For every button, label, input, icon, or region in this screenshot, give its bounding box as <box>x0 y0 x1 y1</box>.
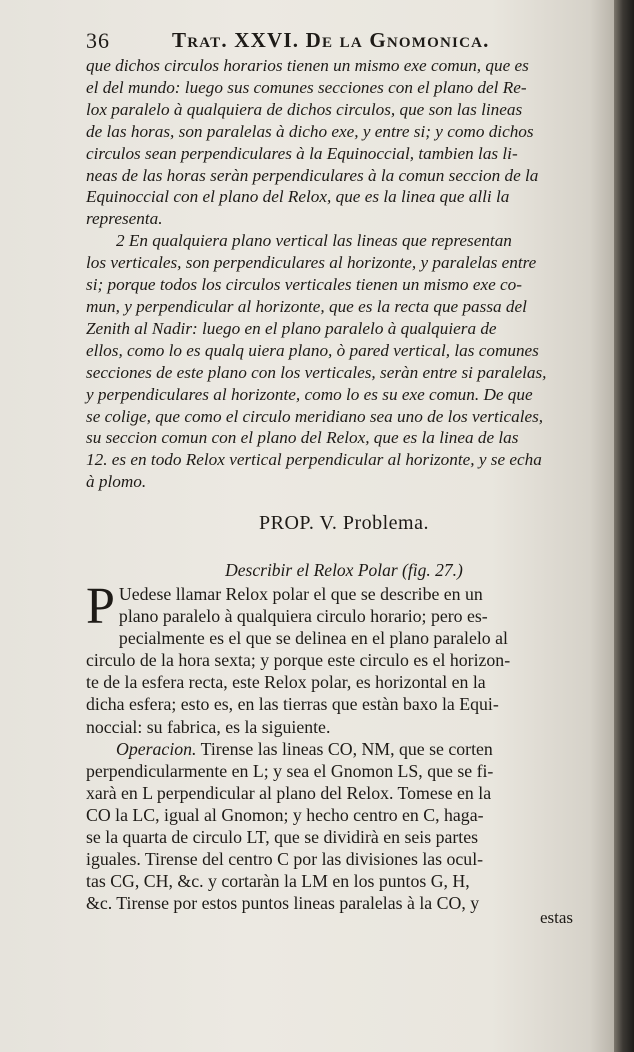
text-line: se la quarta de circulo LT, que se dividirà en seis partes <box>86 827 479 848</box>
text-line: circulo de la hora sexta; y porque este circulo es el horizon- <box>86 650 511 671</box>
text-line: te de la esfera recta, este Relox polar, es horizontal en la <box>86 672 486 693</box>
text-line: Equinoccial con el plano del Relox, que es la linea que alli la <box>86 187 510 207</box>
text-line <box>86 738 602 760</box>
text-line: à plomo. <box>86 472 147 492</box>
text-line: se colige, que como el circulo meridiano sea uno de los verticales, <box>86 406 544 426</box>
text-line: circulos sean perpendiculares à la Equinoccial, tambien las li- <box>86 143 518 163</box>
text-fragment: Tirense las lineas CO, NM, que se corten <box>196 738 493 759</box>
book-edge <box>614 0 634 1052</box>
running-title: Trat. XXVI. De la Gnomonica. <box>172 28 490 52</box>
text-line: el del mundo: luego sus comunes secciones con el plano del Re- <box>86 77 527 97</box>
text-line: Zenith al Nadir: luego en el plano paralelo à qualquiera de <box>86 318 497 338</box>
catchword: estas <box>540 908 574 927</box>
text-line: perpendicularmente en L; y sea el Gnomon LS, que se fi- <box>86 760 494 781</box>
page-number: 36 <box>86 28 110 53</box>
text-line: su seccion comun con el plano del Relox, que es la linea de las <box>86 428 519 448</box>
text-line: iguales. Tirense del centro C por las divisiones las ocul- <box>86 849 484 870</box>
text-line: CO la LC, igual al Gnomon; y hecho centro en C, haga- <box>86 804 484 825</box>
text-line: xarà en L perpendicular al plano del Relox. Tomese en la <box>86 782 492 803</box>
text-line: &c. Tirense por estos puntos lineas paralelas à la CO, y <box>86 893 480 914</box>
running-header <box>86 26 602 56</box>
text-line: neas de las horas seràn perpendiculares à la comun seccion de la <box>86 165 539 185</box>
text-line: 2 En qualquiera plano vertical las lineas que representan <box>116 231 512 251</box>
text-line: dicha esfera; esto es, en las tierras que estàn baxo la Equi- <box>86 694 499 715</box>
operacion-label: Operacion. <box>116 738 197 759</box>
text-line: de las horas, son paralelas à dicho exe, y entre si; y como dichos <box>86 121 534 141</box>
text-line: los verticales, son perpendiculares al horizonte, y paralelas entre <box>86 253 537 273</box>
text-line: si; porque todos los circulos verticales tienen un mismo exe co- <box>86 275 522 295</box>
text-line: pecialmente es el que se delinea en el plano paralelo al <box>118 628 508 649</box>
text-line: que dichos circulos horarios tienen un mismo exe comun, que es <box>86 56 529 75</box>
text-line: representa. <box>86 209 163 229</box>
text-line: mun, y perpendicular al horizonte, que es la recta que passa del <box>86 296 527 316</box>
section-heading: PROP. V. Problema. <box>259 512 429 534</box>
text-line: Uedese llamar Relox polar el que se describe en un <box>118 584 483 604</box>
text-line: plano paralelo à qualquiera circulo horario; pero es- <box>118 606 488 627</box>
drop-cap: P <box>86 578 115 635</box>
italic-text-block <box>86 55 602 495</box>
text-line: tas CG, CH, &c. y cortaràn la LM en los puntos G, H, <box>86 871 470 892</box>
text-line: y perpendiculares al horizonte, como lo es su exe comun. De que <box>86 384 533 404</box>
roman-text-block <box>86 578 602 914</box>
text-line: secciones de este plano con los verticales, seràn entre si paralelas, <box>86 362 547 382</box>
section-subheading: Describir el Relox Polar (fig. 27.) <box>225 560 463 580</box>
text-line: lox paralelo à qualquiera de dichos circulos, que son las lineas <box>86 99 523 119</box>
text-line: noccial: su fabrica, es la siguiente. <box>86 716 331 737</box>
text-line: ellos, como lo es qualq uiera plano, ò pared vertical, las comunes <box>86 340 539 360</box>
text-line: 12. es en todo Relox vertical perpendicular al horizonte, y se echa <box>86 450 542 470</box>
